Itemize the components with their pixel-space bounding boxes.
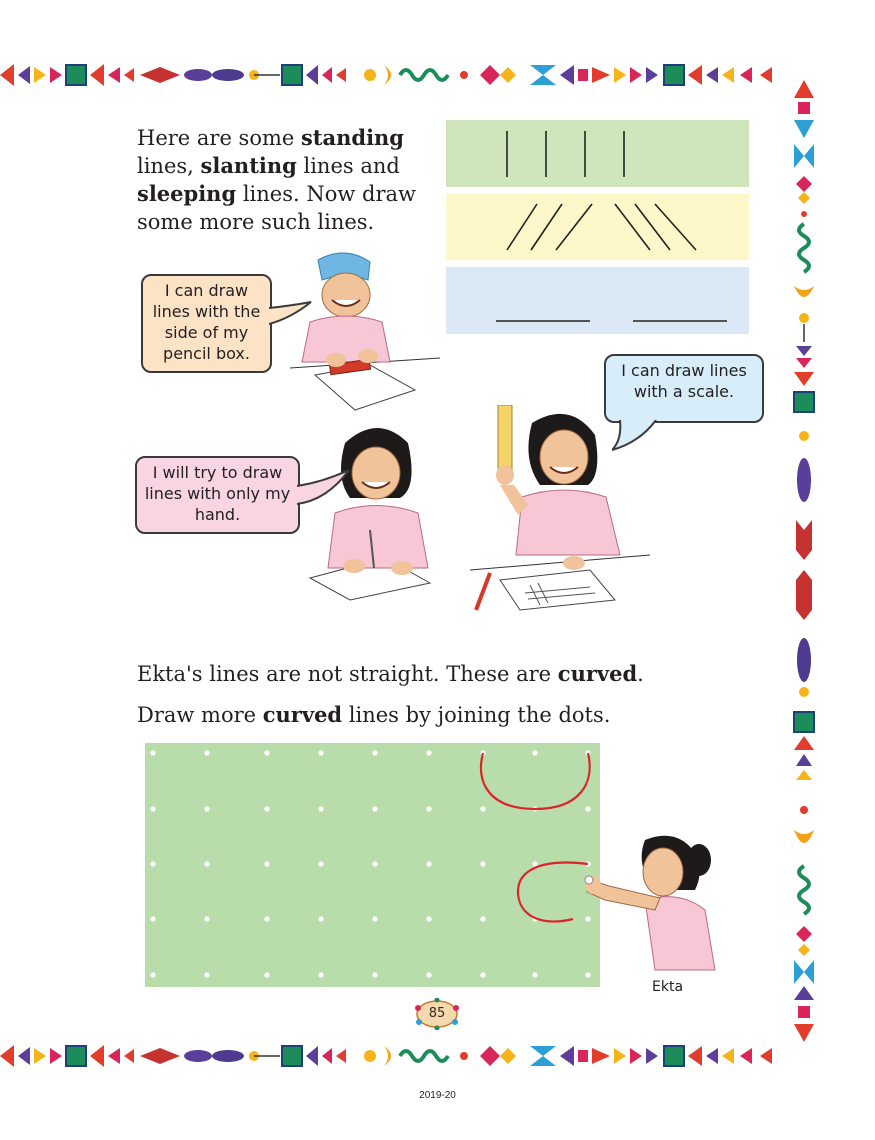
grid-dot[interactable]	[150, 916, 155, 921]
speech-bubble-hand-tail	[297, 470, 352, 510]
grid-dot[interactable]	[204, 972, 209, 977]
speech-bubble-scale-tail	[612, 420, 662, 452]
intro-text-3: lines and	[296, 154, 400, 178]
curved-line1-end: .	[637, 662, 644, 686]
intro-bold-sleeping: sleeping	[137, 181, 237, 206]
grid-dot[interactable]	[264, 861, 269, 866]
intro-text-2: lines,	[137, 154, 201, 178]
grid-dot[interactable]	[264, 916, 269, 921]
speech-bubble-hand	[135, 456, 300, 534]
grid-dot[interactable]	[150, 861, 155, 866]
speech-bubble-pencil-box-tail	[269, 300, 314, 330]
grid-dot[interactable]	[318, 750, 323, 755]
sleeping-lines-drawing	[446, 267, 749, 334]
boy-with-pencil-box-illustration	[270, 250, 450, 415]
speech-bubble-scale	[604, 354, 764, 423]
grid-dot[interactable]	[318, 972, 323, 977]
dot-grid-drawing	[145, 743, 600, 987]
grid-dot[interactable]	[532, 861, 537, 866]
grid-dot[interactable]	[204, 750, 209, 755]
standing-lines-band	[446, 120, 749, 187]
grid-dot[interactable]	[532, 750, 537, 755]
grid-dot[interactable]	[426, 750, 431, 755]
edition-year: 2019-20	[419, 1090, 456, 1101]
ekta-caption: Ekta	[652, 979, 684, 995]
curved-line2-end: lines by joining the dots.	[342, 703, 611, 727]
curve-u-shape	[481, 753, 590, 809]
speech-bubble-pencil-box-text: I can draw lines with the side of my pencil box.	[152, 281, 261, 363]
grid-dot[interactable]	[150, 972, 155, 977]
grid-dot[interactable]	[150, 750, 155, 755]
grid-dot[interactable]	[480, 972, 485, 977]
grid-dot[interactable]	[480, 916, 485, 921]
curved-line2-bold: curved	[262, 702, 343, 727]
grid-dot[interactable]	[426, 861, 431, 866]
dot-grid-exercise[interactable]	[145, 743, 600, 987]
curved-line1-text: Ekta's lines are not straight. These are	[137, 662, 558, 686]
grid-dot[interactable]	[585, 806, 590, 811]
bottom-decorative-border	[0, 1042, 800, 1070]
grid-dot[interactable]	[372, 861, 377, 866]
grid-dot[interactable]	[318, 916, 323, 921]
ekta-illustration	[575, 830, 725, 980]
grid-dot[interactable]	[426, 916, 431, 921]
grid-dot[interactable]	[150, 806, 155, 811]
grid-dot[interactable]	[372, 972, 377, 977]
slanting-lines-band	[446, 194, 749, 260]
curved-instruction-line	[137, 701, 610, 729]
intro-text-4: lines. Now draw some more such lines.	[137, 182, 416, 234]
grid-dot[interactable]	[532, 972, 537, 977]
grid-dot[interactable]	[264, 806, 269, 811]
curved-intro-line	[137, 660, 644, 688]
grid-dot[interactable]	[204, 916, 209, 921]
curved-line2-start: Draw more	[137, 703, 263, 727]
slanting-lines-drawing	[446, 194, 749, 260]
grid-dot[interactable]	[318, 806, 323, 811]
grid-dot[interactable]	[264, 972, 269, 977]
speech-bubble-hand-text: I will try to draw lines with only my hand.	[144, 463, 291, 524]
intro-text-1: Here are some	[137, 126, 301, 150]
grid-dot[interactable]	[372, 806, 377, 811]
speech-bubble-scale-text: I can draw lines with a scale.	[621, 361, 747, 401]
right-decorative-border	[790, 80, 818, 1050]
speech-bubble-pencil-box	[141, 274, 272, 373]
standing-lines-drawing	[446, 120, 749, 187]
grid-dot[interactable]	[204, 806, 209, 811]
grid-dot[interactable]	[204, 861, 209, 866]
intro-bold-slanting: slanting	[200, 153, 297, 178]
intro-bold-standing: standing	[300, 125, 404, 150]
grid-dot[interactable]	[426, 806, 431, 811]
grid-dot[interactable]	[480, 861, 485, 866]
grid-dot[interactable]	[372, 750, 377, 755]
grid-dot[interactable]	[264, 750, 269, 755]
grid-dot[interactable]	[480, 806, 485, 811]
grid-dot[interactable]	[426, 972, 431, 977]
sleeping-lines-band	[446, 267, 749, 334]
intro-paragraph	[137, 124, 427, 236]
top-decorative-border	[0, 61, 800, 89]
girl-drawing-by-hand-illustration	[290, 418, 475, 603]
grid-dot[interactable]	[372, 916, 377, 921]
curved-line1-bold: curved	[557, 661, 638, 686]
grid-dot[interactable]	[318, 861, 323, 866]
page-number: 85	[428, 1006, 446, 1021]
